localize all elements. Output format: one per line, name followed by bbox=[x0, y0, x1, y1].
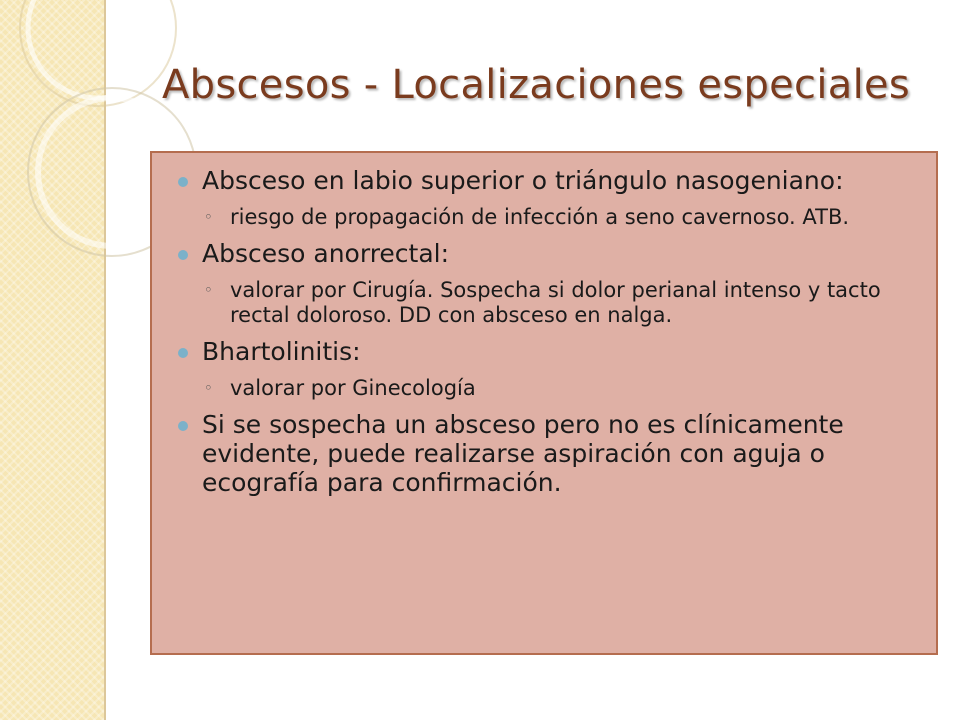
bullet-item bbox=[178, 239, 918, 328]
bullet-text: Absceso en labio superior o triángulo nasogeniano: bbox=[202, 166, 844, 195]
bullet-text: Absceso anorrectal: bbox=[202, 239, 450, 268]
sub-bullet-list bbox=[202, 376, 918, 401]
bullet-text: Si se sospecha un absceso pero no es clínicamente evidente, puede realizarse aspiración con aguja o ecografía para confirmación. bbox=[202, 410, 844, 497]
sub-bullet-text: valorar por Cirugía. Sospecha si dolor perianal intenso y tacto rectal doloroso. DD con absceso en nalga. bbox=[230, 278, 881, 327]
bullet-list bbox=[178, 166, 918, 497]
sub-bullet-text: valorar por Ginecología bbox=[230, 376, 476, 400]
sub-bullet-text: riesgo de propagación de infección a seno cavernoso. ATB. bbox=[230, 205, 850, 229]
sub-bullet-item bbox=[202, 278, 918, 328]
sub-bullet-item bbox=[202, 205, 918, 230]
sub-bullet-icon: ◦ bbox=[204, 281, 213, 299]
bullet-item bbox=[178, 337, 918, 401]
content-box bbox=[150, 151, 938, 655]
sub-bullet-item bbox=[202, 376, 918, 401]
slide-title: Abscesos - Localizaciones especiales bbox=[162, 62, 911, 108]
sub-bullet-list bbox=[202, 278, 918, 328]
sub-bullet-icon: ◦ bbox=[204, 379, 213, 397]
sub-bullet-list bbox=[202, 205, 918, 230]
bullet-icon bbox=[178, 348, 188, 358]
bullet-icon bbox=[178, 250, 188, 260]
bullet-text: Bhartolinitis: bbox=[202, 337, 361, 366]
bullet-item bbox=[178, 410, 918, 497]
bullet-item bbox=[178, 166, 918, 230]
sub-bullet-icon: ◦ bbox=[204, 208, 213, 226]
bullet-icon bbox=[178, 177, 188, 187]
bullet-icon bbox=[178, 421, 188, 431]
